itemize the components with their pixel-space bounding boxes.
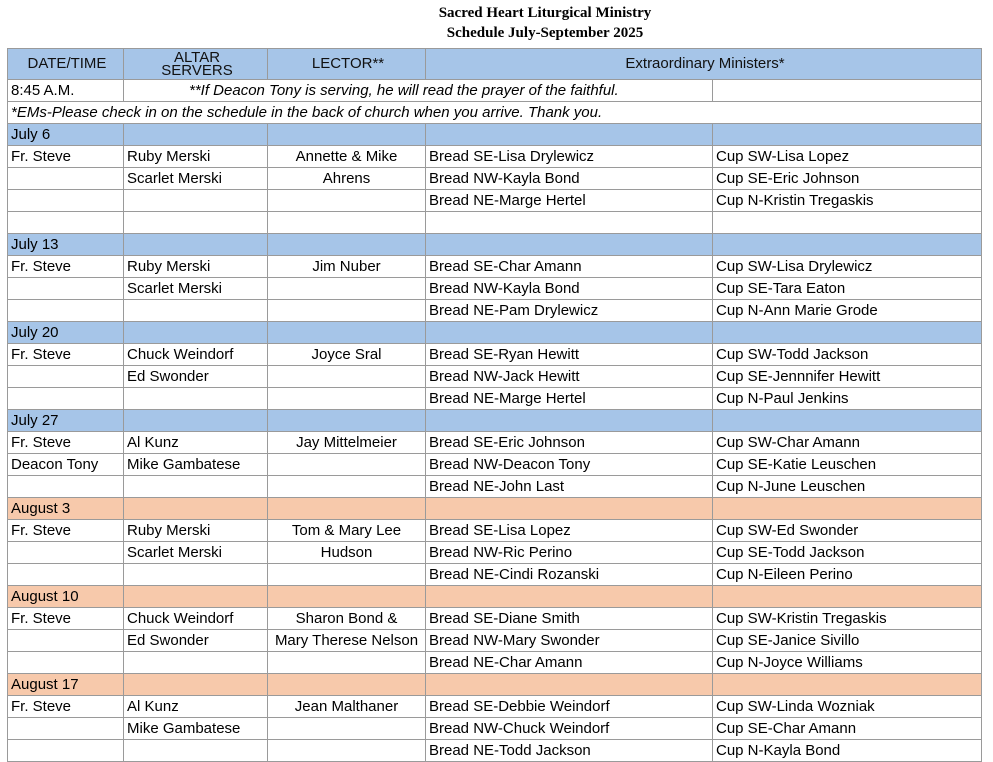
week-date-blank [713, 322, 982, 344]
lector-cell [268, 476, 426, 498]
table-row [8, 608, 982, 630]
bread-minister-cell: Bread NW-Jack Hewitt [426, 366, 713, 388]
lector-cell: Jean Malthaner [268, 696, 426, 718]
lector-cell [268, 190, 426, 212]
lector-cell [268, 652, 426, 674]
cup-minister-cell: Cup N-Eileen Perino [713, 564, 982, 586]
cup-minister-cell: Cup SW-Ed Swonder [713, 520, 982, 542]
lector-cell: Hudson [268, 542, 426, 564]
bread-minister-cell: Bread SE-Char Amann [426, 256, 713, 278]
altar-server-cell [124, 740, 268, 762]
header-lector: LECTOR** [268, 49, 426, 80]
bread-minister-cell: Bread NE-Todd Jackson [426, 740, 713, 762]
altar-server-cell: Mike Gambatese [124, 718, 268, 740]
table-row [8, 520, 982, 542]
table-row [8, 696, 982, 718]
week-date-blank [268, 410, 426, 432]
lector-cell [268, 718, 426, 740]
week-date-blank [268, 322, 426, 344]
week-date-blank [268, 498, 426, 520]
header-altar-line2: SERVERS [161, 62, 233, 79]
header-date-time: DATE/TIME [8, 49, 124, 80]
bread-minister-cell: Bread NE-Marge Hertel [426, 388, 713, 410]
mass-time: 8:45 A.M. [8, 80, 124, 102]
week-date-blank [426, 586, 713, 608]
lector-cell: Jay Mittelmeier [268, 432, 426, 454]
bread-minister-cell: Bread SE-Lisa Lopez [426, 520, 713, 542]
table-row [8, 146, 982, 168]
altar-server-cell: Al Kunz [124, 696, 268, 718]
celebrant-cell: Fr. Steve [8, 608, 124, 630]
lector-cell: Mary Therese Nelson [268, 630, 426, 652]
week-date-blank [268, 124, 426, 146]
week-date-blank [124, 234, 268, 256]
week-date-blank [426, 498, 713, 520]
week-date-blank [124, 498, 268, 520]
celebrant-cell: Fr. Steve [8, 256, 124, 278]
cup-minister-cell: Cup SE-Katie Leuschen [713, 454, 982, 476]
em-note-row [8, 102, 982, 124]
week-date-blank [713, 234, 982, 256]
week-date-blank [124, 322, 268, 344]
table-row [8, 718, 982, 740]
altar-server-cell: Al Kunz [124, 432, 268, 454]
cup-minister-cell: Cup SE-Tara Eaton [713, 278, 982, 300]
lector-cell: Annette & Mike [268, 146, 426, 168]
celebrant-cell: Fr. Steve [8, 520, 124, 542]
celebrant-cell [8, 718, 124, 740]
cup-minister-cell: Cup SW-Char Amann [713, 432, 982, 454]
bread-minister-cell: Bread SE-Lisa Drylewicz [426, 146, 713, 168]
cup-minister-cell: Cup SE-Char Amann [713, 718, 982, 740]
cup-minister-cell: Cup SW-Lisa Drylewicz [713, 256, 982, 278]
document-title: Sacred Heart Liturgical Ministry [438, 5, 652, 21]
altar-server-cell [124, 388, 268, 410]
bread-minister-cell: Bread NW-Chuck Weindorf [426, 718, 713, 740]
table-row [8, 190, 982, 212]
cup-minister-cell: Cup SW-Todd Jackson [713, 344, 982, 366]
week-date-row [8, 498, 982, 520]
week-date: July 20 [8, 322, 124, 344]
altar-server-cell [124, 190, 268, 212]
celebrant-cell [8, 278, 124, 300]
week-date-blank [124, 410, 268, 432]
lector-cell: Jim Nuber [268, 256, 426, 278]
altar-server-cell: Ed Swonder [124, 366, 268, 388]
table-row [8, 344, 982, 366]
cup-minister-cell: Cup SE-Todd Jackson [713, 542, 982, 564]
altar-server-cell: Chuck Weindorf [124, 344, 268, 366]
table-row [8, 630, 982, 652]
week-date: August 17 [8, 674, 124, 696]
celebrant-cell [8, 388, 124, 410]
schedule-table [7, 48, 982, 762]
celebrant-cell [8, 366, 124, 388]
week-date-row [8, 586, 982, 608]
celebrant-cell [8, 542, 124, 564]
celebrant-cell: Fr. Steve [8, 432, 124, 454]
bread-minister-cell: Bread NW-Deacon Tony [426, 454, 713, 476]
altar-server-cell: Scarlet Merski [124, 168, 268, 190]
altar-server-cell [124, 300, 268, 322]
bread-minister-cell: Bread NE-John Last [426, 476, 713, 498]
celebrant-cell [8, 168, 124, 190]
table-row [8, 454, 982, 476]
week-date-row [8, 674, 982, 696]
week-date-blank [426, 410, 713, 432]
header-altar-line1: ALTAR [173, 49, 221, 66]
table-row [8, 168, 982, 190]
celebrant-cell [8, 476, 124, 498]
celebrant-cell [8, 300, 124, 322]
cup-minister-cell: Cup N-Paul Jenkins [713, 388, 982, 410]
bread-minister-cell: Bread NE-Pam Drylewicz [426, 300, 713, 322]
week-date-row [8, 322, 982, 344]
altar-server-cell [124, 652, 268, 674]
cup-minister-cell: Cup SW-Linda Wozniak [713, 696, 982, 718]
altar-server-cell: Scarlet Merski [124, 278, 268, 300]
cup-minister-cell: Cup SW-Lisa Lopez [713, 146, 982, 168]
lector-cell [268, 454, 426, 476]
lector-cell: Sharon Bond & [268, 608, 426, 630]
altar-server-cell: Ed Swonder [124, 630, 268, 652]
week-date-blank [713, 586, 982, 608]
altar-server-cell [124, 564, 268, 586]
table-row [8, 542, 982, 564]
bread-minister-cell: Bread NE-Char Amann [426, 652, 713, 674]
week-date-blank [124, 124, 268, 146]
table-row [8, 278, 982, 300]
lector-cell: Joyce Sral [268, 344, 426, 366]
bread-minister-cell: Bread SE-Eric Johnson [426, 432, 713, 454]
header-row [8, 49, 982, 80]
lector-cell [268, 740, 426, 762]
altar-server-cell: Chuck Weindorf [124, 608, 268, 630]
lector-cell: Ahrens [268, 168, 426, 190]
week-date-blank [124, 586, 268, 608]
celebrant-cell: Fr. Steve [8, 344, 124, 366]
celebrant-cell [8, 212, 124, 234]
week-date-row [8, 410, 982, 432]
lector-cell [268, 366, 426, 388]
week-date: July 13 [8, 234, 124, 256]
table-row [8, 366, 982, 388]
lector-cell: Tom & Mary Lee [268, 520, 426, 542]
lector-cell [268, 278, 426, 300]
document-subtitle: Schedule July-September 2025 [446, 25, 644, 41]
table-row [8, 432, 982, 454]
celebrant-cell: Fr. Steve [8, 146, 124, 168]
bread-minister-cell: Bread SE-Debbie Weindorf [426, 696, 713, 718]
celebrant-cell [8, 630, 124, 652]
table-row [8, 256, 982, 278]
week-date-blank [426, 322, 713, 344]
week-date-blank [124, 674, 268, 696]
cup-minister-cell: Cup N-June Leuschen [713, 476, 982, 498]
week-date-row [8, 124, 982, 146]
cup-minister-cell: Cup SE-Jennnifer Hewitt [713, 366, 982, 388]
altar-server-cell: Ruby Merski [124, 520, 268, 542]
celebrant-cell [8, 564, 124, 586]
cup-minister-cell: Cup N-Kristin Tregaskis [713, 190, 982, 212]
bread-minister-cell: Bread NE-Marge Hertel [426, 190, 713, 212]
altar-server-cell: Ruby Merski [124, 256, 268, 278]
cup-minister-cell: Cup SE-Janice Sivillo [713, 630, 982, 652]
lector-cell [268, 564, 426, 586]
week-date-row [8, 234, 982, 256]
header-extraordinary-ministers: Extraordinary Ministers* [426, 49, 982, 80]
time-row-blank [713, 80, 982, 102]
altar-server-cell [124, 212, 268, 234]
week-date-blank [268, 586, 426, 608]
table-row [8, 564, 982, 586]
week-date-blank [713, 674, 982, 696]
altar-server-cell: Scarlet Merski [124, 542, 268, 564]
table-row [8, 740, 982, 762]
celebrant-cell: Fr. Steve [8, 696, 124, 718]
week-date: July 6 [8, 124, 124, 146]
celebrant-cell [8, 652, 124, 674]
week-date-blank [268, 234, 426, 256]
bread-minister-cell: Bread NW-Ric Perino [426, 542, 713, 564]
table-row [8, 212, 982, 234]
week-date-blank [426, 124, 713, 146]
week-date-blank [713, 410, 982, 432]
cup-minister-cell: Cup SE-Eric Johnson [713, 168, 982, 190]
bread-minister-cell: Bread SE-Ryan Hewitt [426, 344, 713, 366]
header-altar-servers [124, 49, 268, 80]
table-row [8, 300, 982, 322]
bread-minister-cell: Bread NW-Mary Swonder [426, 630, 713, 652]
week-date: August 3 [8, 498, 124, 520]
lector-cell [268, 388, 426, 410]
celebrant-cell [8, 740, 124, 762]
altar-server-cell [124, 476, 268, 498]
celebrant-cell: Deacon Tony [8, 454, 124, 476]
em-note: *EMs-Please check in on the schedule in the back of church when you arrive. Thank you. [8, 102, 982, 124]
cup-minister-cell: Cup N-Kayla Bond [713, 740, 982, 762]
cup-minister-cell: Cup SW-Kristin Tregaskis [713, 608, 982, 630]
bread-minister-cell: Bread NW-Kayla Bond [426, 168, 713, 190]
celebrant-cell [8, 190, 124, 212]
lector-cell [268, 300, 426, 322]
lector-cell [268, 212, 426, 234]
bread-minister-cell [426, 212, 713, 234]
cup-minister-cell: Cup N-Ann Marie Grode [713, 300, 982, 322]
altar-server-cell: Ruby Merski [124, 146, 268, 168]
altar-server-cell: Mike Gambatese [124, 454, 268, 476]
week-date-blank [426, 674, 713, 696]
week-date-blank [713, 498, 982, 520]
table-row [8, 652, 982, 674]
bread-minister-cell: Bread NW-Kayla Bond [426, 278, 713, 300]
week-date-blank [268, 674, 426, 696]
deacon-note: **If Deacon Tony is serving, he will read the prayer of the faithful. [124, 80, 713, 102]
bread-minister-cell: Bread SE-Diane Smith [426, 608, 713, 630]
week-date: July 27 [8, 410, 124, 432]
week-date-blank [713, 124, 982, 146]
week-date-blank [426, 234, 713, 256]
time-row [8, 80, 982, 102]
table-row [8, 476, 982, 498]
table-row [8, 388, 982, 410]
bread-minister-cell: Bread NE-Cindi Rozanski [426, 564, 713, 586]
cup-minister-cell [713, 212, 982, 234]
cup-minister-cell: Cup N-Joyce Williams [713, 652, 982, 674]
week-date: August 10 [8, 586, 124, 608]
